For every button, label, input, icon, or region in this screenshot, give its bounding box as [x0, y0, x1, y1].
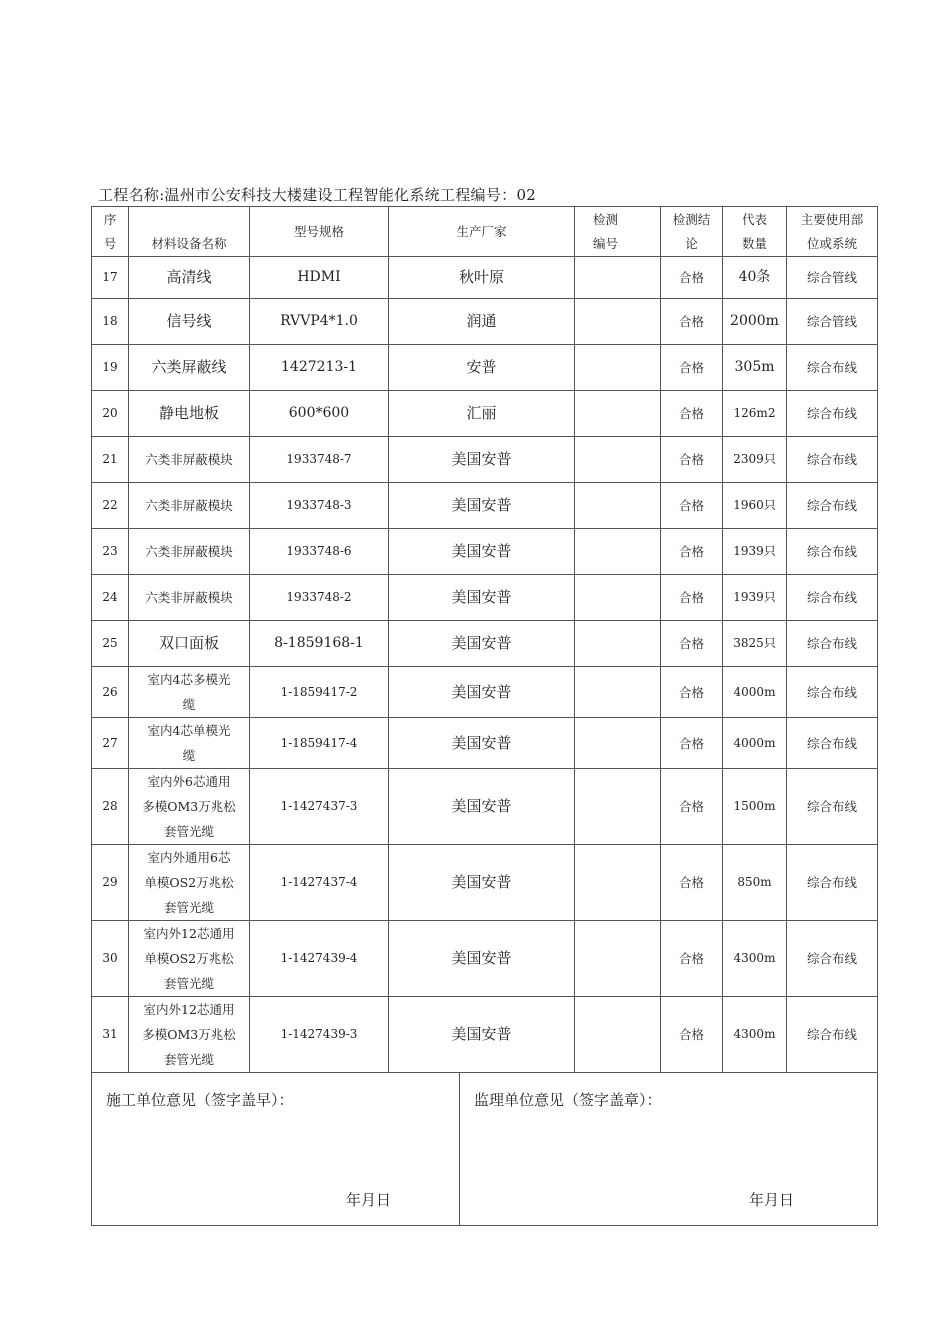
row-model-spec: 8-1859168-1 [250, 621, 389, 667]
row-seq: 25 [92, 621, 129, 667]
row-material-name [129, 718, 250, 769]
header-qty-line: 数量 [741, 235, 767, 251]
row-manufacturer: 美国安普 [389, 921, 575, 997]
row-manufacturer: 美国安普 [389, 437, 575, 483]
row-test-number [575, 667, 661, 718]
header-name [129, 207, 250, 257]
row-material-name-line: 单模OS2万兆松 [144, 875, 234, 890]
row-model-spec: HDMI [250, 257, 389, 299]
contractor-opinion-label: 施工单位意见（签字盖早）： [106, 1091, 294, 1109]
row-test-number [575, 529, 661, 575]
row-material-name-line: 缆 [182, 748, 196, 763]
row-manufacturer: 美国安普 [389, 769, 575, 845]
materials-table [91, 206, 878, 1073]
row-manufacturer: 美国安普 [389, 483, 575, 529]
row-test-result: 合格 [661, 257, 723, 299]
row-test-result: 合格 [661, 921, 723, 997]
row-material-name-line: 缆 [182, 697, 196, 712]
table-row [92, 345, 878, 391]
table-row [92, 769, 878, 845]
supervisor-date: 年月日 [749, 1191, 795, 1209]
row-material-name-line: 高清线 [166, 268, 212, 286]
row-manufacturer: 安普 [389, 345, 575, 391]
row-material-name [129, 257, 250, 299]
row-model-spec: 1-1859417-4 [250, 718, 389, 769]
row-model-spec: 1933748-3 [250, 483, 389, 529]
supervisor-opinion-cell [460, 1073, 878, 1226]
row-material-name-line: 室内外6芯通用 [147, 774, 231, 789]
row-material-name [129, 483, 250, 529]
row-test-number [575, 575, 661, 621]
header-seq [92, 207, 129, 257]
row-usage: 综合布线 [787, 391, 878, 437]
row-seq: 23 [92, 529, 129, 575]
row-manufacturer: 汇丽 [389, 391, 575, 437]
row-model-spec: 1-1427439-4 [250, 921, 389, 997]
row-usage: 综合布线 [787, 997, 878, 1073]
row-material-name [129, 621, 250, 667]
table-row [92, 391, 878, 437]
table-row [92, 257, 878, 299]
row-manufacturer: 美国安普 [389, 845, 575, 921]
row-material-name-line: 多模OM3万兆松 [142, 799, 236, 814]
table-row [92, 845, 878, 921]
row-model-spec: RVVP4*1.0 [250, 299, 389, 345]
row-material-name-line: 套管光缆 [163, 1052, 214, 1067]
row-seq: 28 [92, 769, 129, 845]
row-test-result: 合格 [661, 391, 723, 437]
row-seq: 21 [92, 437, 129, 483]
row-usage: 综合管线 [787, 299, 878, 345]
row-material-name [129, 391, 250, 437]
row-material-name [129, 437, 250, 483]
row-manufacturer: 秋叶原 [389, 257, 575, 299]
row-usage: 综合布线 [787, 621, 878, 667]
row-test-result: 合格 [661, 529, 723, 575]
header-seq-line: 序 [103, 211, 117, 227]
row-model-spec: 1427213-1 [250, 345, 389, 391]
signature-table [91, 1073, 878, 1226]
row-material-name-line: 六类非屏蔽模块 [145, 452, 233, 467]
header-qty [723, 207, 787, 257]
row-usage: 综合布线 [787, 769, 878, 845]
row-material-name-line: 多模OM3万兆松 [142, 1027, 236, 1042]
contractor-opinion-cell [92, 1073, 460, 1226]
row-seq: 17 [92, 257, 129, 299]
row-seq: 27 [92, 718, 129, 769]
table-row [92, 437, 878, 483]
row-manufacturer: 美国安普 [389, 667, 575, 718]
contractor-date: 年月日 [346, 1191, 392, 1209]
row-quantity: 305m [723, 345, 787, 391]
table-row [92, 483, 878, 529]
table-row [92, 299, 878, 345]
row-seq: 29 [92, 845, 129, 921]
row-quantity: 2309只 [723, 437, 787, 483]
row-usage: 综合布线 [787, 921, 878, 997]
row-test-number [575, 345, 661, 391]
row-material-name [129, 345, 250, 391]
row-test-result: 合格 [661, 621, 723, 667]
row-quantity: 4300m [723, 921, 787, 997]
header-result-line: 论 [685, 235, 698, 251]
row-quantity: 4300m [723, 997, 787, 1073]
row-material-name-line: 单模OS2万兆松 [144, 951, 234, 966]
row-material-name-line: 室内外12芯通用 [143, 1002, 235, 1017]
row-seq: 22 [92, 483, 129, 529]
header-maker: 生产厂家 [389, 207, 575, 257]
header-test-no-line: 编号 [593, 235, 619, 251]
row-model-spec: 1933748-7 [250, 437, 389, 483]
row-model-spec: 1933748-6 [250, 529, 389, 575]
row-test-number [575, 769, 661, 845]
row-manufacturer: 润通 [389, 299, 575, 345]
header-qty-line: 代表 [741, 211, 767, 227]
row-seq: 30 [92, 921, 129, 997]
row-model-spec: 1-1427439-3 [250, 997, 389, 1073]
row-model-spec: 1-1427437-4 [250, 845, 389, 921]
row-material-name-line: 室内4芯单模光 [147, 723, 231, 738]
row-manufacturer: 美国安普 [389, 718, 575, 769]
row-test-number [575, 257, 661, 299]
row-test-number [575, 299, 661, 345]
row-test-number [575, 437, 661, 483]
row-quantity: 3825只 [723, 621, 787, 667]
row-material-name-line: 六类非屏蔽模块 [145, 544, 233, 559]
row-test-result: 合格 [661, 483, 723, 529]
row-seq: 24 [92, 575, 129, 621]
header-test-no-line: 检测 [593, 211, 619, 227]
row-seq: 31 [92, 997, 129, 1073]
row-usage: 综合布线 [787, 437, 878, 483]
row-quantity: 4000m [723, 718, 787, 769]
row-material-name-line: 六类非屏蔽模块 [145, 498, 233, 513]
row-test-number [575, 921, 661, 997]
header-usage [787, 207, 878, 257]
supervisor-opinion-label: 监理单位意见（签字盖章）： [474, 1091, 662, 1109]
row-quantity: 4000m [723, 667, 787, 718]
row-quantity: 1939只 [723, 529, 787, 575]
header-usage-line: 主要使用部 [800, 211, 864, 227]
row-usage: 综合布线 [787, 718, 878, 769]
row-usage: 综合布线 [787, 575, 878, 621]
row-quantity: 1500m [723, 769, 787, 845]
row-seq: 26 [92, 667, 129, 718]
row-test-result: 合格 [661, 575, 723, 621]
project-title: 工程名称:温州市公安科技大楼建设工程智能化系统工程编号：02 [98, 186, 537, 204]
row-material-name [129, 575, 250, 621]
table-row [92, 718, 878, 769]
header-model: 型号规格 [250, 207, 389, 257]
row-material-name [129, 299, 250, 345]
row-material-name-line: 六类屏蔽线 [151, 358, 227, 376]
header-result [661, 207, 723, 257]
row-material-name-line: 室内外12芯通用 [143, 926, 235, 941]
row-usage: 综合布线 [787, 529, 878, 575]
row-test-result: 合格 [661, 667, 723, 718]
row-quantity: 126m2 [723, 391, 787, 437]
row-test-number [575, 845, 661, 921]
row-quantity: 850m [723, 845, 787, 921]
row-model-spec: 600*600 [250, 391, 389, 437]
material-inspection-sheet [91, 206, 877, 1226]
row-manufacturer: 美国安普 [389, 575, 575, 621]
row-test-number [575, 391, 661, 437]
row-seq: 20 [92, 391, 129, 437]
row-material-name-line: 信号线 [166, 312, 212, 330]
table-row [92, 667, 878, 718]
row-manufacturer: 美国安普 [389, 997, 575, 1073]
row-manufacturer: 美国安普 [389, 529, 575, 575]
row-test-result: 合格 [661, 845, 723, 921]
row-quantity: 2000m [723, 299, 787, 345]
row-test-result: 合格 [661, 345, 723, 391]
row-material-name [129, 845, 250, 921]
row-usage: 综合管线 [787, 257, 878, 299]
table-row [92, 621, 878, 667]
row-material-name [129, 997, 250, 1073]
table-header-row [92, 207, 878, 257]
header-usage-line: 位或系统 [806, 235, 857, 251]
row-test-result: 合格 [661, 769, 723, 845]
header-result-line: 检测结 [672, 211, 711, 227]
row-material-name [129, 667, 250, 718]
row-test-number [575, 483, 661, 529]
row-test-result: 合格 [661, 718, 723, 769]
table-body [92, 257, 878, 1073]
row-material-name-line: 套管光缆 [163, 900, 214, 915]
header-test-no [575, 207, 661, 257]
row-test-number [575, 718, 661, 769]
row-material-name [129, 769, 250, 845]
row-test-result: 合格 [661, 437, 723, 483]
row-material-name [129, 921, 250, 997]
row-material-name-line: 套管光缆 [163, 824, 214, 839]
table-row [92, 997, 878, 1073]
table-row [92, 529, 878, 575]
header-seq-line: 号 [103, 235, 117, 251]
row-quantity: 40条 [723, 257, 787, 299]
row-material-name-line: 套管光缆 [163, 976, 214, 991]
row-quantity: 1960只 [723, 483, 787, 529]
row-test-result: 合格 [661, 299, 723, 345]
row-usage: 综合布线 [787, 667, 878, 718]
row-material-name-line: 室内外通用6芯 [147, 850, 231, 865]
row-material-name [129, 529, 250, 575]
row-test-number [575, 997, 661, 1073]
row-model-spec: 1-1427437-3 [250, 769, 389, 845]
row-model-spec: 1933748-2 [250, 575, 389, 621]
row-test-number [575, 621, 661, 667]
row-test-result: 合格 [661, 997, 723, 1073]
row-usage: 综合布线 [787, 483, 878, 529]
row-usage: 综合布线 [787, 845, 878, 921]
header-name-text: 材料设备名称 [151, 236, 227, 251]
row-manufacturer: 美国安普 [389, 621, 575, 667]
row-material-name-line: 室内4芯多模光 [147, 672, 231, 687]
row-seq: 18 [92, 299, 129, 345]
table-row [92, 921, 878, 997]
row-usage: 综合布线 [787, 345, 878, 391]
table-row [92, 575, 878, 621]
row-quantity: 1939只 [723, 575, 787, 621]
row-seq: 19 [92, 345, 129, 391]
row-material-name-line: 六类非屏蔽模块 [145, 590, 233, 605]
row-model-spec: 1-1859417-2 [250, 667, 389, 718]
row-material-name-line: 静电地板 [158, 404, 219, 422]
row-material-name-line: 双口面板 [158, 634, 219, 652]
